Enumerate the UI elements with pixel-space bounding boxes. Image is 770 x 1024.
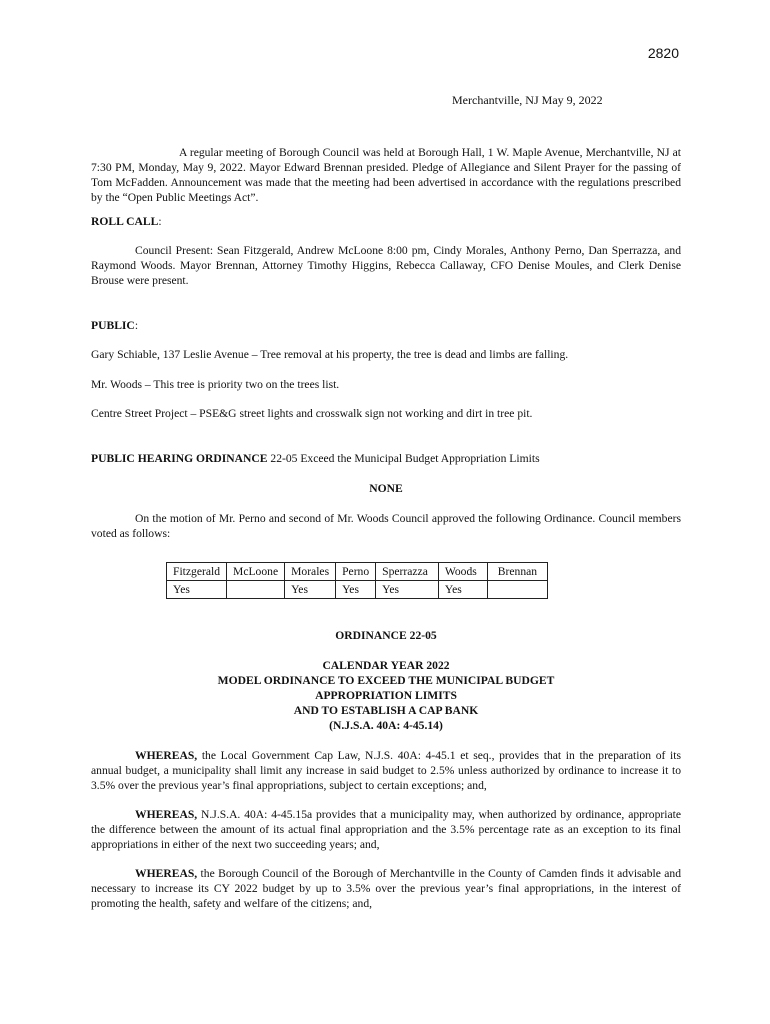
roll-call-heading: ROLL CALL: [91,215,162,228]
vote-name-cell: McLoone [227,563,285,581]
whereas-paragraph [91,748,681,793]
ordinance-title-line: AND TO ESTABLISH A CAP BANK [293,704,479,717]
public-item: Mr. Woods – This tree is priority two on the trees list. [91,378,340,391]
page-number: 2820 [647,45,679,61]
vote-value-cell: Yes [336,581,376,599]
public-item: Centre Street Project – PSE&G street lights and crosswalk sign not working and dirt in tree pit. [91,407,533,420]
vote-value-cell: Yes [167,581,227,599]
whereas-text: the Local Government Cap Law, N.J.S. 40A: 4-45.1 et seq., provides that in the preparation of its annual budget, a municipality shall limit any increase in said budget to 2.5% unless authorized by ordinance to increase it to 3.5% over the previous year’s final appropriations, subject to certain exceptions; and, [91,749,681,792]
public-hearing-line [91,451,540,466]
ordinance-title-line: APPROPRIATION LIMITS [315,689,457,702]
vote-value-cell: Yes [285,581,336,599]
ordinance-title [91,658,681,733]
whereas-label: WHEREAS, [135,749,198,762]
public-heading-text: PUBLIC [91,319,135,332]
vote-name-cell: Sperrazza [376,563,439,581]
public-hearing-title: 22-05 Exceed the Municipal Budget Appropriation Limits [267,452,540,465]
dateline: Merchantville, NJ May 9, 2022 [452,93,603,107]
whereas-text: N.J.S.A. 40A: 4-45.15a provides that a municipality may, when authorized by ordinance, appropriate the difference between the amount of its actual final appropriation and the 3.5% percentage rate as an exception to its final appropriations in either of the next two succeeding years; and, [91,808,681,851]
none-label: NONE [369,482,403,495]
vote-name-cell: Morales [285,563,336,581]
roll-call-paragraph: Council Present: Sean Fitzgerald, Andrew McLoone 8:00 pm, Cindy Morales, Anthony Perno, Dan Sperrazza, and Raymond Woods. Mayor Brennan, Attorney Timothy Higgins, Rebecca Callaway, CFO Denise Moules, and Clerk Denise Brouse were present. [91,244,681,287]
intro-paragraph: A regular meeting of Borough Council was held at Borough Hall, 1 W. Maple Avenue, Merchantville, NJ at 7:30 PM, Monday, May 9, 2022. Mayor Edward Brennan presided. Pledge of Allegiance and Silent Prayer for the passing of Tom McFadden. Announcement was made that the meeting had been advertised in accordance with the regulations prescribed by the “Open Public Meetings Act”. [91,146,681,204]
vote-value-cell: Yes [376,581,439,599]
public-heading: PUBLIC: [91,319,139,332]
vote-value-cell: Yes [438,581,487,599]
roll-call-heading-text: ROLL CALL [91,215,159,228]
motion-paragraph: On the motion of Mr. Perno and second of Mr. Woods Council approved the following Ordinance. Council members voted as follows: [91,512,681,540]
ordinance-title-line: CALENDAR YEAR 2022 [322,659,450,672]
public-hearing-label: PUBLIC HEARING ORDINANCE [91,452,268,465]
vote-table [166,562,548,599]
public-item: Gary Schiable, 137 Leslie Avenue – Tree removal at his property, the tree is dead and limbs are falling. [91,348,569,361]
ordinance-number: ORDINANCE 22-05 [335,629,437,642]
vote-name-cell: Brennan [487,563,547,581]
ordinance-title-line: (N.J.S.A. 40A: 4-45.14) [329,719,443,732]
whereas-label: WHEREAS, [135,808,198,821]
vote-value-cell [487,581,547,599]
whereas-paragraph [91,807,681,852]
ordinance-title-line: MODEL ORDINANCE TO EXCEED THE MUNICIPAL BUDGET [217,674,555,687]
vote-value-cell [227,581,285,599]
whereas-text: the Borough Council of the Borough of Merchantville in the County of Camden finds it advisable and necessary to increase its CY 2022 budget by up to 3.5% over the previous year’s final appropriations, in the interest of promoting the health, safety and welfare of the citizens; and, [91,867,681,910]
vote-name-cell: Perno [336,563,376,581]
vote-table-value-row [167,581,548,599]
whereas-label: WHEREAS, [135,867,198,880]
vote-table-header-row [167,563,548,581]
whereas-paragraph [91,866,681,911]
vote-name-cell: Woods [438,563,487,581]
vote-name-cell: Fitzgerald [167,563,227,581]
